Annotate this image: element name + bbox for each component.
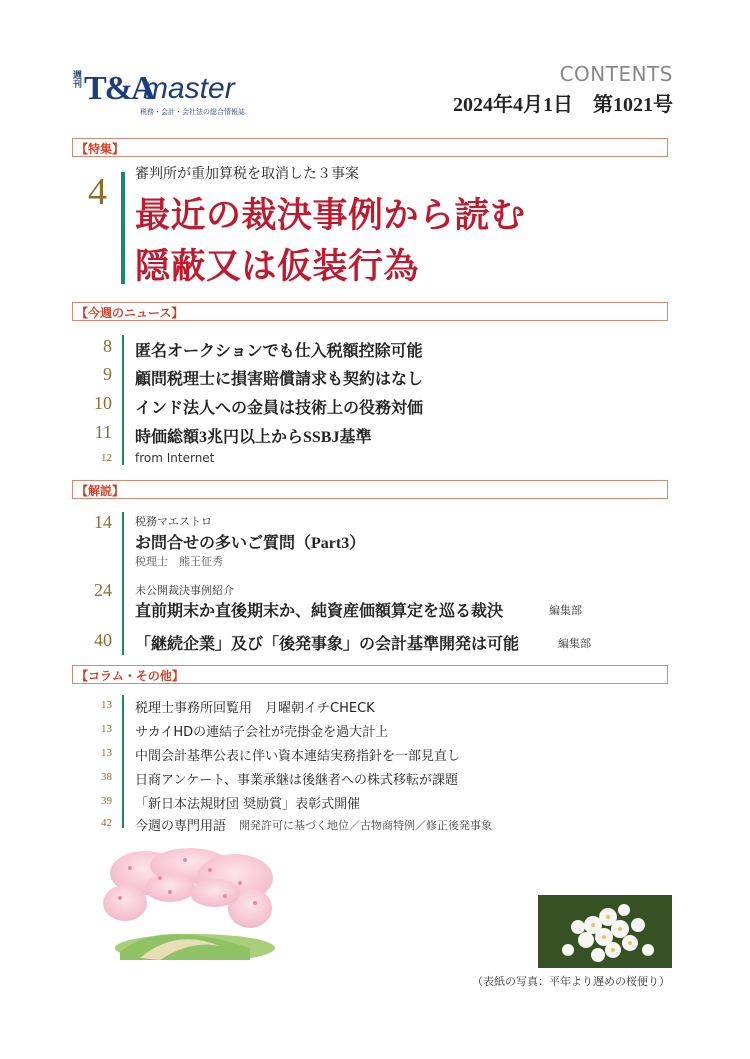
logo-master: master	[143, 72, 235, 105]
cover-photo-caption: （表紙の写真：平年より遅めの桜便り）	[472, 975, 670, 988]
section-bar-commentary	[72, 480, 668, 499]
commentary-title[interactable]: 「継続企業」及び「後発事象」の会計基準開発は可能	[135, 636, 520, 653]
cherry-blossom-photo	[538, 895, 672, 968]
feature-subtitle[interactable]: 審判所が重加算税を取消した３事案	[135, 166, 359, 182]
column-page-number: 39	[101, 795, 112, 807]
section-bar-column	[72, 665, 668, 684]
news-page-number: 11	[94, 422, 112, 442]
news-item-title[interactable]: 匿名オークションでも仕入税額控除可能	[135, 343, 423, 360]
commentary-page-number: 14	[94, 512, 112, 532]
news-page-number: 10	[94, 393, 112, 413]
feature-title-line1[interactable]: 最近の裁決事例から読む	[135, 196, 526, 236]
column-item-title[interactable]: 税理士事務所回覧用 月曜朝イチCHECK	[135, 701, 375, 716]
commentary-category: 税務マエストロ	[135, 515, 212, 528]
commentary-author: 税理士 熊王征秀	[135, 555, 223, 568]
news-page-number: 8	[103, 336, 112, 356]
commentary-author: 編集部	[558, 637, 591, 650]
news-item-title[interactable]: インド法人への金員は技術上の役務対価	[135, 400, 424, 417]
column-page-number: 13	[101, 747, 112, 759]
commentary-accent-line	[122, 512, 124, 655]
news-page-number: 12	[101, 452, 112, 464]
section-title-news: 【今週のニュース】	[76, 306, 184, 320]
column-accent-line	[122, 695, 124, 828]
news-item-title[interactable]: 顧問税理士に損害賠償請求も契約はなし	[135, 371, 424, 388]
column-item-title[interactable]: 今週の専門用語	[135, 819, 227, 834]
feature-page-number: 4	[88, 171, 107, 213]
commentary-page-number: 24	[94, 580, 112, 600]
issue-date: 2024年4月1日 第1021号	[453, 94, 673, 116]
news-item-title[interactable]: 時価総額3兆円以上からSSBJ基準	[135, 429, 372, 446]
section-title-commentary: 【解説】	[76, 484, 125, 498]
column-page-number: 38	[101, 771, 112, 783]
logo-ta: T&A	[84, 70, 154, 107]
commentary-page-number: 40	[94, 630, 112, 650]
commentary-title[interactable]: お問合せの多いご質問（Part3）	[135, 535, 366, 552]
column-page-number: 13	[101, 699, 112, 711]
logo-weekly-mark: 週刊	[73, 71, 83, 90]
section-bar-news	[72, 302, 668, 321]
logo-tagline: 税務・会計・会社法の総合情報誌	[140, 108, 245, 116]
column-page-number: 13	[101, 723, 112, 735]
contents-label: CONTENTS	[559, 62, 673, 86]
news-item-title[interactable]: from Internet	[135, 451, 215, 465]
commentary-author: 編集部	[549, 604, 582, 617]
column-page-number: 42	[101, 817, 112, 829]
section-title-column: 【コラム・その他】	[76, 669, 184, 683]
column-item-extra: 開発許可に基づく地位／古物商特例／修正後発事象	[239, 819, 492, 832]
commentary-category: 未公開裁決事例紹介	[135, 584, 234, 597]
column-item-title[interactable]: 日商アンケート、事業承継は後継者への株式移転が課題	[135, 773, 459, 788]
feature-title-line2[interactable]: 隠蔽又は仮装行為	[135, 247, 420, 287]
column-item-title[interactable]: サカイHDの連結子会社が売掛金を過大計上	[135, 725, 389, 740]
section-bar-feature	[72, 138, 668, 157]
section-title-feature: 【特集】	[76, 142, 125, 156]
news-page-number: 9	[103, 364, 112, 384]
cherry-blossom-illustration	[100, 848, 275, 960]
commentary-title[interactable]: 直前期末か直後期末か、純資産価額算定を巡る裁決	[135, 603, 504, 620]
column-item-title[interactable]: 「新日本法規財団 奨励賞」表彰式開催	[135, 797, 361, 812]
column-item-title[interactable]: 中間会計基準公表に伴い資本連結実務指針を一部見直し	[135, 749, 461, 764]
feature-accent-line	[121, 172, 125, 284]
news-accent-line	[122, 335, 124, 465]
